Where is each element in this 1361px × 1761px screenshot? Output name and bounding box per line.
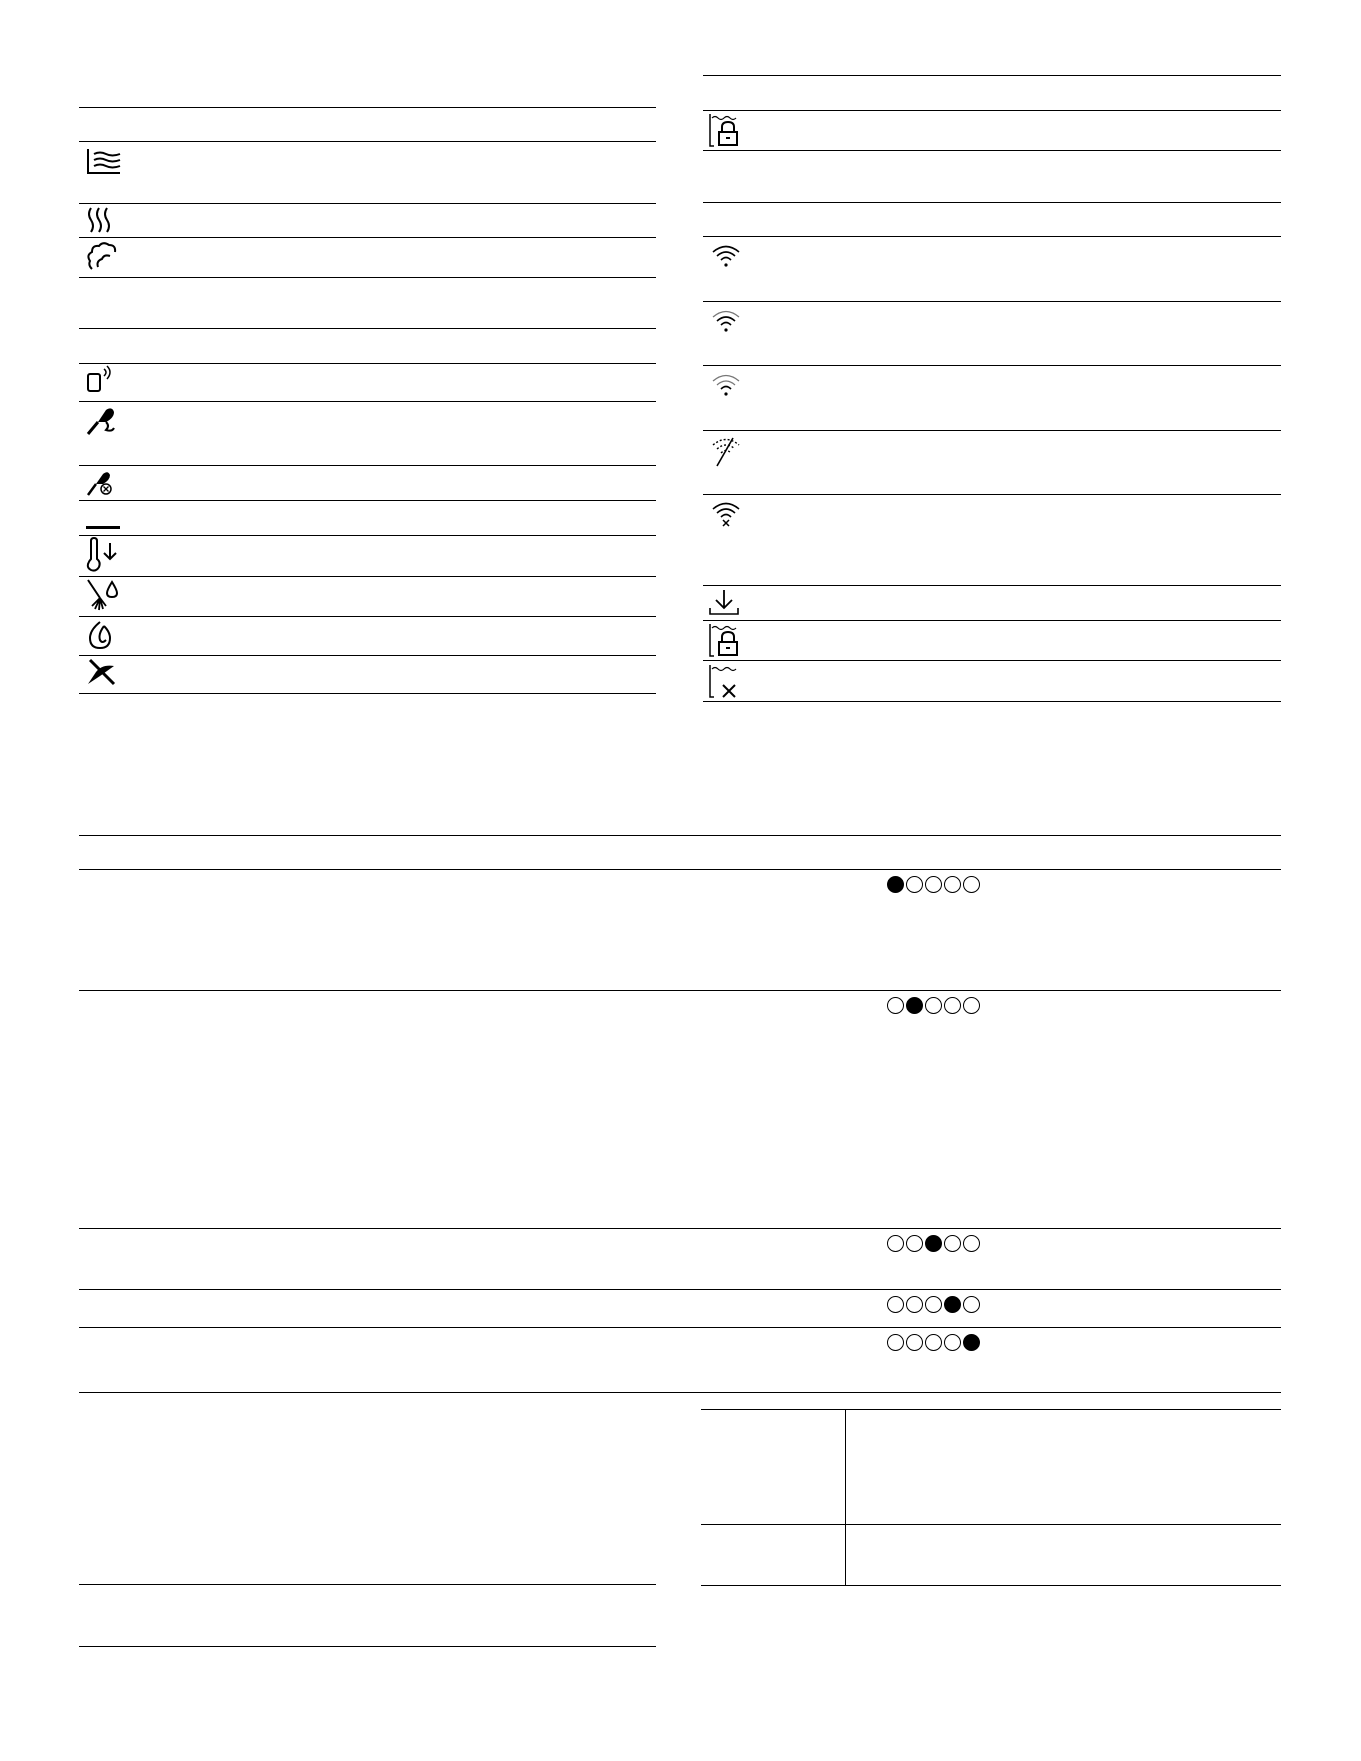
table-rule: [703, 430, 1281, 431]
descale-icon: [86, 620, 116, 650]
level-dot: [963, 1296, 980, 1313]
level-dot: [887, 1296, 904, 1313]
table-rule: [79, 363, 656, 364]
table-rule: [79, 693, 656, 694]
table-rule: [79, 237, 656, 238]
table-rule: [701, 1585, 1281, 1586]
bar-icon: [86, 526, 120, 532]
table-rule: [703, 75, 1281, 76]
table-rule: [703, 620, 1281, 621]
table-rule: [703, 202, 1281, 203]
level-dot: [925, 1296, 942, 1313]
table-rule: [79, 500, 656, 501]
table-rule: [79, 990, 1281, 991]
table-rule: [703, 701, 1281, 702]
table-rule: [701, 1524, 1281, 1525]
table-rule: [703, 660, 1281, 661]
table-rule: [79, 835, 1281, 836]
level-dot: [906, 1334, 923, 1351]
table-rule: [79, 107, 656, 108]
level-dot: [963, 1235, 980, 1252]
column-divider: [845, 1409, 846, 1585]
table-rule: [701, 1409, 1281, 1410]
table-rule: [79, 535, 656, 536]
table-rule: [703, 236, 1281, 237]
table-rule: [79, 203, 656, 204]
temperature-drop-icon: [86, 537, 120, 573]
level-dot: [887, 1334, 904, 1351]
download-icon: [708, 588, 740, 616]
level-dot: [963, 1334, 980, 1351]
table-rule: [703, 301, 1281, 302]
cleaning-spray-icon: [86, 578, 120, 612]
radiant-heat-icon: [86, 206, 112, 234]
table-rule: [79, 465, 656, 466]
wifi-error-icon: [711, 500, 741, 528]
level-dot: [887, 1235, 904, 1252]
level-dot: [963, 997, 980, 1014]
wifi-strong-icon: [711, 243, 741, 269]
level-dot: [925, 1235, 942, 1252]
table-rule: [79, 1327, 1281, 1328]
table-rule: [703, 494, 1281, 495]
meat-probe-error-icon: [86, 469, 116, 497]
table-rule: [79, 1392, 1281, 1393]
level-indicator-5: [887, 1334, 980, 1351]
table-rule: [79, 328, 656, 329]
level-dot: [925, 876, 942, 893]
table-rule: [79, 1289, 1281, 1290]
level-dot: [887, 876, 904, 893]
level-dot: [906, 876, 923, 893]
level-dot: [887, 997, 904, 1014]
steam-icon: [86, 241, 118, 273]
level-dot: [925, 997, 942, 1014]
level-dot: [944, 997, 961, 1014]
wifi-weak-icon: [711, 372, 741, 398]
level-dot: [944, 1296, 961, 1313]
table-rule: [79, 616, 656, 617]
level-indicator-4: [887, 1296, 980, 1313]
no-cleaning-icon: [86, 658, 116, 686]
table-rule: [79, 655, 656, 656]
table-rule: [79, 141, 656, 142]
level-dot: [925, 1334, 942, 1351]
table-rule: [703, 150, 1281, 151]
level-dot: [963, 876, 980, 893]
remote-start-icon: [86, 365, 114, 393]
water-tank-empty-icon: [708, 663, 742, 699]
table-rule: [79, 1228, 1281, 1229]
table-rule: [703, 365, 1281, 366]
level-indicator-2: [887, 997, 980, 1014]
table-rule: [79, 576, 656, 577]
table-rule: [79, 869, 1281, 870]
level-indicator-1: [887, 876, 980, 893]
hot-air-icon: [86, 147, 124, 175]
table-rule: [79, 1584, 656, 1585]
table-rule: [703, 585, 1281, 586]
level-dot: [906, 997, 923, 1014]
water-tank-lock-icon: [708, 622, 742, 658]
level-dot: [944, 876, 961, 893]
level-indicator-3: [887, 1235, 980, 1252]
wifi-off-icon: [711, 436, 741, 468]
table-rule: [703, 110, 1281, 111]
water-tank-lock-icon: [708, 112, 742, 148]
level-dot: [906, 1296, 923, 1313]
level-dot: [944, 1235, 961, 1252]
table-rule: [79, 401, 656, 402]
table-rule: [79, 277, 656, 278]
level-dot: [944, 1334, 961, 1351]
meat-probe-icon: [86, 404, 116, 436]
wifi-medium-icon: [711, 308, 741, 334]
level-dot: [906, 1235, 923, 1252]
table-rule: [79, 1646, 656, 1647]
